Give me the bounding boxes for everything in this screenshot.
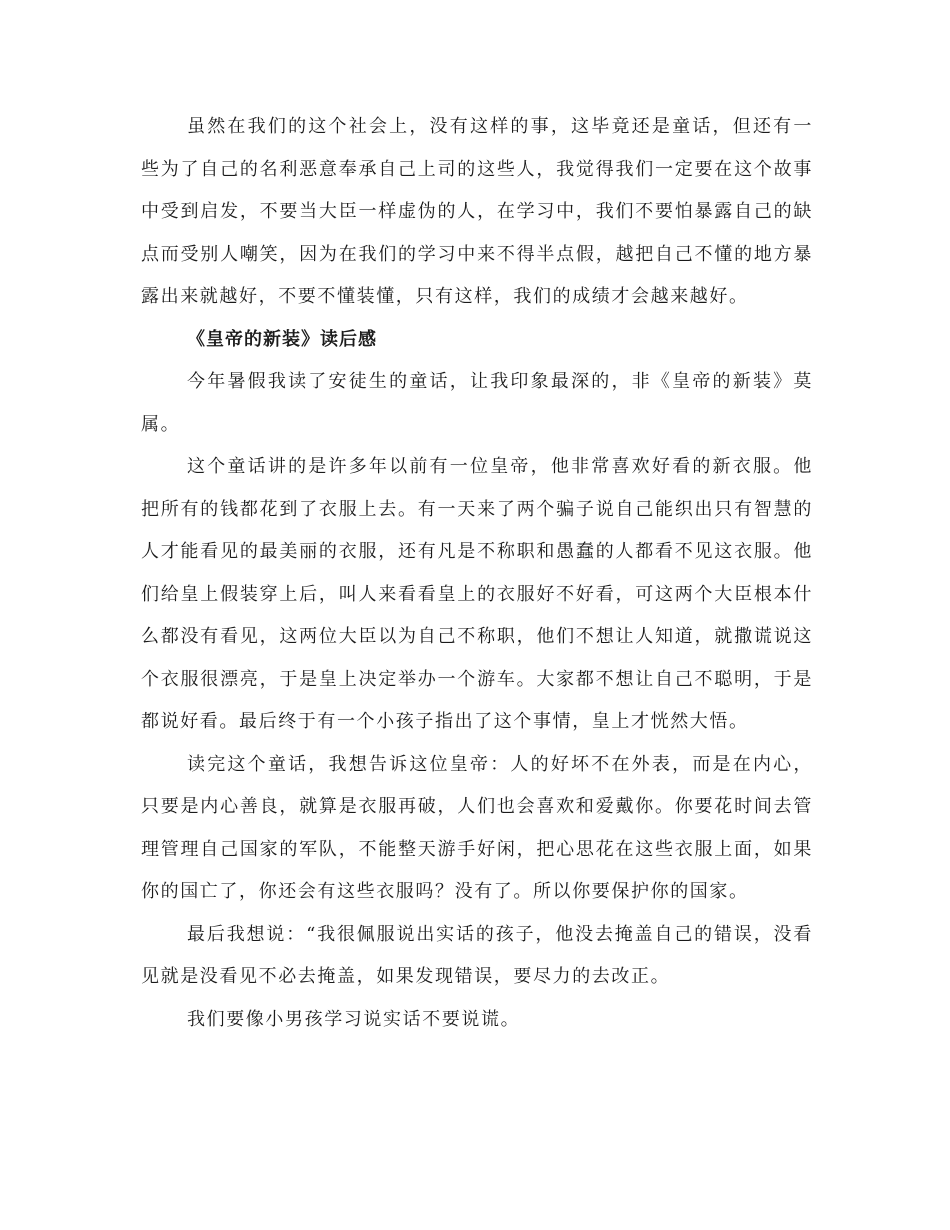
body-paragraph: 虽然在我们的这个社会上，没有这样的事，这毕竟还是童话，但还有一些为了自己的名利恶意奉承自己上司的这些人，我觉得我们一定要在这个故事中受到启发，不要当大臣一样虚伪的人，在学习中，我们不要怕暴露自己的缺点而受别人嘲笑，因为在我们的学习中来不得半点假，越把自己不懂的地方暴露出来就越好，不要不懂装懂，只有这样，我们的成绩才会越来越好。 (141, 116, 813, 307)
body-paragraph: 最后我想说：“我很佩服说出实话的孩子，他没去掩盖自己的错误，没看见就是没看见不必去掩盖，如果发现错误，要尽力的去改正。 (141, 923, 813, 987)
body-paragraph: 我们要像小男孩学习说实话不要说谎。 (187, 1008, 521, 1030)
document-body (141, 106, 813, 1041)
body-paragraph: 读完这个童话，我想告诉这位皇帝：人的好坏不在外表，而是在内心，只要是内心善良，就算是衣服再破，人们也会喜欢和爱戴你。你要花时间去管理管理自己国家的军队，不能整天游手好闲，把心思花在这些衣服上面，如果你的国亡了，你还会有这些衣服吗？没有了。所以你要保护你的国家。 (141, 753, 813, 902)
body-paragraph: 今年暑假我读了安徒生的童话，让我印象最深的，非《皇帝的新装》莫属。 (141, 371, 813, 435)
section-heading: 《皇帝的新装》读后感 (187, 328, 377, 350)
body-paragraph: 这个童话讲的是许多年以前有一位皇帝，他非常喜欢好看的新衣服。他把所有的钱都花到了衣服上去。有一天来了两个骗子说自己能织出只有智慧的人才能看见的最美丽的衣服，还有凡是不称职和愚蠢的人都看不见这衣服。他们给皇上假装穿上后，叫人来看看皇上的衣服好不好看，可这两个大臣根本什么都没有看见，这两位大臣以为自己不称职，他们不想让人知道，就撒谎说这个衣服很漂亮，于是皇上决定举办一个游车。大家都不想让自己不聪明，于是都说好看。最后终于有一个小孩子指出了这个事情，皇上才恍然大悟。 (141, 456, 813, 732)
